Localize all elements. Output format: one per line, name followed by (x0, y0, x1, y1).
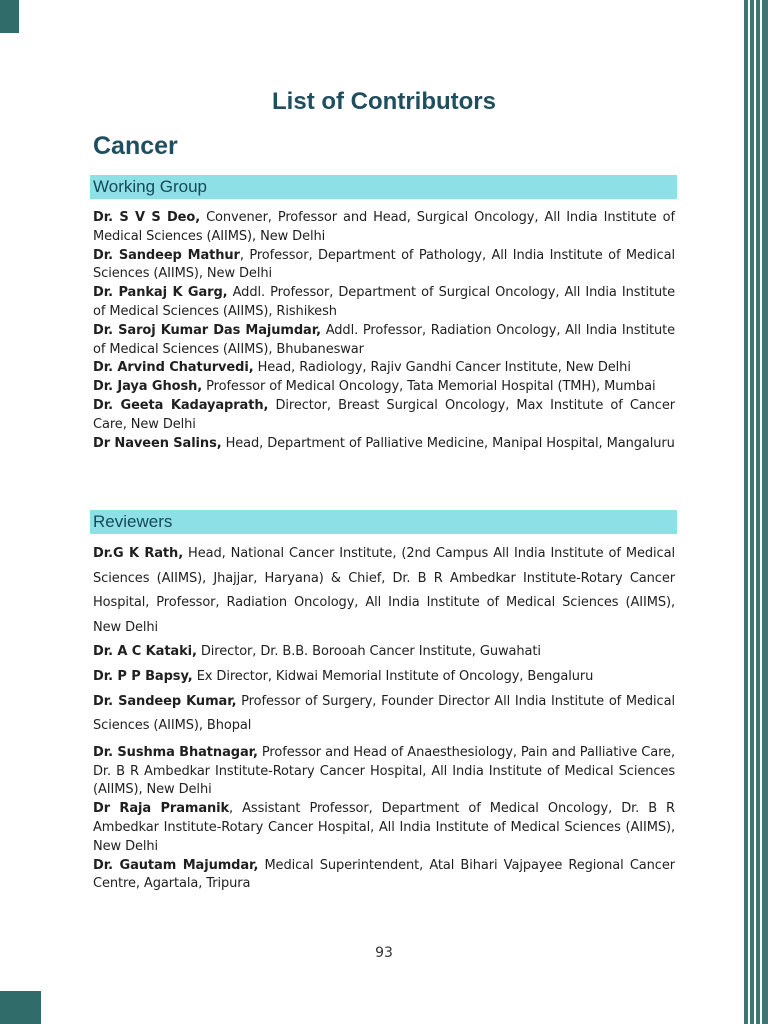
list-item (93, 640, 675, 665)
contributor-name: Dr. Gautam Majumdar, (93, 857, 259, 873)
contributor-name: Dr. Sushma Bhatnagar, (93, 744, 258, 760)
contributor-details: Head, National Cancer Institute, (2nd Campus All India Institute of Medical Sciences (AIIMS), Jhajjar, Haryana) & Chief, Dr. B R Ambedkar Institute-Rotary Cancer Hospital, Professor, Radiation Oncology, All India Institute of Medical Sciences (AIIMS), New Delhi (93, 546, 675, 635)
contributor-details: Professor of Surgery, Founder Director All India Institute of Medical Sciences (AIIMS), Bhopal (93, 693, 675, 734)
contributor-name: Dr. Saroj Kumar Das Majumdar, (93, 322, 321, 338)
contributor-name: Dr. A C Kataki, (93, 644, 197, 660)
contributor-name: Dr Raja Pramanik (93, 801, 230, 817)
contributor-details: Ex Director, Kidwai Memorial Institute of Oncology, Bengaluru (192, 668, 594, 684)
contributor-details: Medical Superintendent, Atal Bihari Vajpayee Regional Cancer Centre, Agartala, Tripura (93, 857, 675, 892)
list-item (93, 800, 675, 856)
corner-decoration-bottom (0, 991, 41, 1024)
list-item (93, 247, 675, 285)
page-title: List of Contributors (272, 88, 496, 115)
contributor-details: Professor of Medical Oncology, Tata Memorial Hospital (TMH), Mumbai (202, 379, 656, 395)
contributor-details: Addl. Professor, Radiation Oncology, All India Institute of Medical Sciences (AIIMS), Bhubaneswar (93, 322, 675, 357)
list-item (93, 284, 675, 322)
page-edge-stripe (762, 0, 768, 1024)
reviewers-list (93, 542, 675, 894)
page-edge-stripe (750, 0, 754, 1024)
section-heading: Cancer (93, 132, 178, 160)
list-item (93, 378, 675, 397)
contributor-name: Dr. Sandeep Kumar, (93, 693, 237, 709)
contributor-name: Dr. S V S Deo, (93, 210, 201, 225)
working-group-heading: Working Group (90, 175, 677, 199)
contributor-name: Dr.G K Rath, (93, 546, 184, 561)
page-edge-stripe (744, 0, 748, 1024)
list-item (93, 397, 675, 435)
page-number: 93 (375, 945, 393, 961)
list-item (93, 209, 675, 247)
contributor-name: Dr. P P Bapsy, (93, 668, 193, 684)
contributor-details: , Assistant Professor, Department of Medical Oncology, Dr. B R Ambedkar Institute-Rotary Cancer Hospital, All India Institute of Medical Sciences (AIIMS), New Delhi (93, 801, 675, 854)
contributor-details: Head, Radiology, Rajiv Gandhi Cancer Institute, New Delhi (253, 360, 631, 376)
contributor-details: Director, Breast Surgical Oncology, Max Institute of Cancer Care, New Delhi (93, 397, 675, 432)
contributor-name: Dr. Jaya Ghosh, (93, 379, 203, 395)
contributor-name: Dr. Pankaj K Garg, (93, 285, 228, 301)
contributor-name: Dr. Sandeep Mathur (93, 247, 240, 263)
contributor-name: Dr. Geeta Kadayaprath, (93, 397, 269, 413)
list-item (93, 322, 675, 360)
page-edge-stripe (756, 0, 760, 1024)
list-item (93, 359, 675, 378)
list-item (93, 435, 675, 454)
working-group-list (93, 209, 675, 453)
contributor-details: Head, Department of Palliative Medicine, Manipal Hospital, Mangaluru (221, 435, 675, 451)
contributor-details: Director, Dr. B.B. Borooah Cancer Institute, Guwahati (196, 644, 541, 660)
list-item (93, 665, 675, 690)
contributor-details: Professor and Head of Anaesthesiology, Pain and Palliative Care, Dr. B R Ambedkar Institute-Rotary Cancer Hospital, All India Institute of Medical Sciences (AIIMS), New Delhi (93, 744, 675, 798)
list-item (93, 690, 675, 739)
list-item (93, 857, 675, 895)
contributor-details: Convener, Professor and Head, Surgical Oncology, All India Institute of Medical Sciences (AIIMS), New Delhi (93, 210, 675, 244)
contributor-details: Addl. Professor, Department of Surgical Oncology, All India Institute of Medical Sciences (AIIMS), Rishikesh (93, 285, 675, 319)
list-item (93, 744, 675, 800)
reviewers-heading: Reviewers (90, 510, 677, 534)
list-item (93, 542, 675, 640)
contributor-name: Dr. Arvind Chaturvedi, (93, 360, 254, 376)
contributor-name: Dr Naveen Salins, (93, 435, 222, 451)
corner-decoration-top (0, 0, 19, 33)
contributor-details: , Professor, Department of Pathology, All India Institute of Medical Sciences (AIIMS), New Delhi (93, 247, 675, 282)
